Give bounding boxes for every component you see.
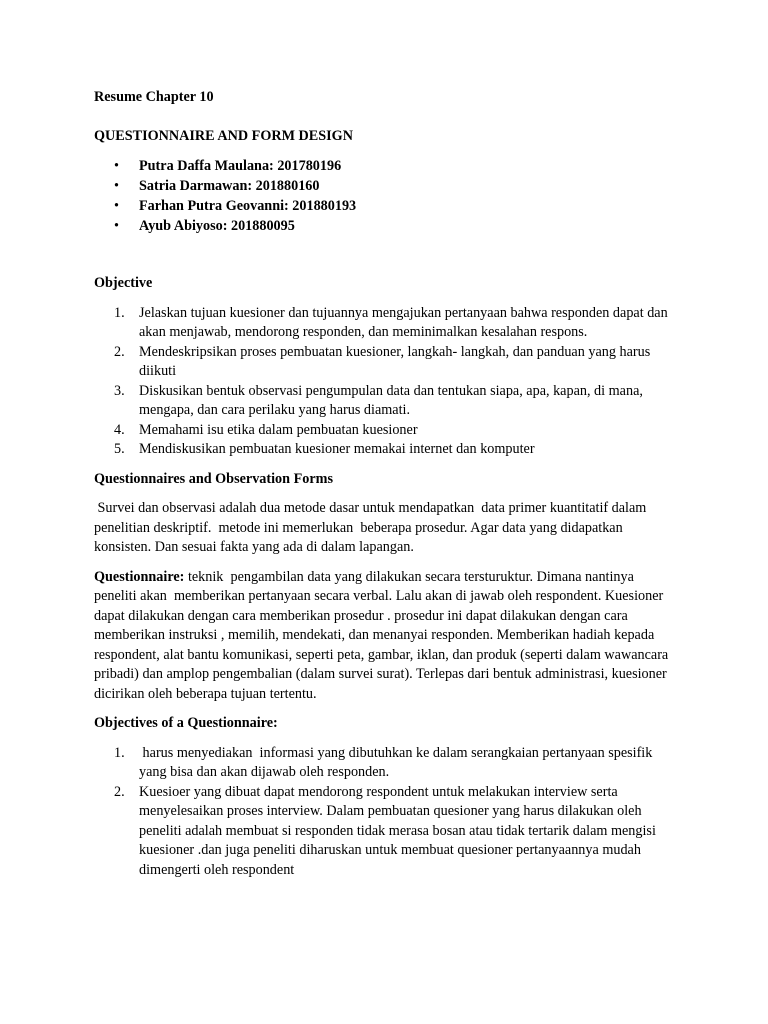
questionnaire-paragraph: [94, 568, 674, 705]
list-item: [94, 421, 674, 441]
list-item: [94, 440, 674, 460]
objective-list: [94, 304, 674, 460]
member-text: Satria Darmawan: 201880160: [139, 178, 320, 194]
bullet-icon: •: [114, 158, 119, 174]
list-item: [94, 343, 674, 382]
list-item: [94, 382, 674, 421]
chapter-title: QUESTIONNAIRE AND FORM DESIGN: [94, 127, 353, 144]
item-number: 2.: [114, 783, 125, 800]
list-item: [94, 156, 674, 176]
item-text: Memahami isu etika dalam pembuatan kuesioner: [139, 421, 418, 438]
list-item: [94, 196, 674, 216]
qof-heading: Questionnaires and Observation Forms: [94, 470, 333, 487]
member-list: [94, 156, 674, 236]
bullet-icon: •: [114, 198, 119, 214]
item-number: 1.: [114, 304, 125, 321]
objective-heading: Objective: [94, 275, 153, 291]
item-text: Kuesioer yang dibuat dapat mendorong respondent untuk melakukan interview serta menyelesaikan proses interview. Dalam pembuatan quesioner yang harus dilakukan oleh peneliti adalah membuat si responden tidak merasa bosan atau tidak tertarik dalam mengisi kuesioner .dan juga peneliti diharuskan untuk membuat quesioner pertanyaannya mudah dimengerti oleh respondent: [139, 783, 656, 878]
item-number: 1.: [114, 744, 125, 761]
document-content: [94, 88, 674, 880]
item-number: 3.: [114, 382, 125, 399]
bullet-icon: •: [114, 178, 119, 194]
item-text: Mendeskripsikan proses pembuatan kuesioner, langkah- langkah, dan panduan yang harus diikuti: [139, 343, 651, 379]
questionnaire-label: Questionnaire:: [94, 568, 185, 585]
qof-paragraph: Survei dan observasi adalah dua metode dasar untuk mendapatkan data primer kuantitatif dalam penelitian deskriptif. metode ini memerlukan beberapa prosedur. Agar data yang didapatkan konsisten. Dan sesuai fakta yang ada di dalam lapangan.: [94, 500, 650, 555]
resume-title: Resume Chapter 10: [94, 89, 214, 105]
list-item: [94, 216, 674, 236]
list-item: [94, 744, 674, 783]
item-text: Jelaskan tujuan kuesioner dan tujuannya mengajukan pertanyaan bahwa responden dapat dan akan menjawab, mendorong responden, dan meminimalkan kesalahan respons.: [139, 304, 668, 340]
list-item: [94, 304, 674, 343]
bullet-icon: •: [114, 218, 119, 234]
questionnaire-text: teknik pengambilan data yang dilakukan secara tersturuktur. Dimana nantinya peneliti akan memberikan pertanyaan secara verbal. Lalu akan di jawab oleh respondent. Kuesioner dapat dilakukan dengan cara memberikan prosedur . prosedur ini dapat dilakukan dengan cara memberikan instruksi , memilih, mendekati, dan menanyai responden. Memberikan hadiah kepada respondent, alat bantu komunikasi, seperti peta, gambar, iklan, dan produk (seperti dalam wawancara pribadi) dan amplop pengembalian (dalam survei surat). Terlepas dari bentuk administrasi, kuesioner dicirikan oleh beberapa tujuan tertentu.: [94, 568, 672, 702]
list-item: [94, 176, 674, 196]
item-number: 4.: [114, 421, 125, 438]
item-text: Mendiskusikan pembuatan kuesioner memakai internet dan komputer: [139, 441, 535, 457]
ooq-heading: Objectives of a Questionnaire:: [94, 715, 278, 731]
list-item: [94, 783, 674, 881]
ooq-list: [94, 744, 674, 881]
item-text: harus menyediakan informasi yang dibutuhkan ke dalam serangkaian pertanyaan spesifik yang bisa dan akan dijawab oleh responden.: [139, 744, 656, 780]
member-text: Putra Daffa Maulana: 201780196: [139, 158, 342, 174]
member-text: Farhan Putra Geovanni: 201880193: [139, 198, 357, 214]
item-number: 2.: [114, 343, 125, 360]
item-text: Diskusikan bentuk observasi pengumpulan data dan tentukan siapa, apa, kapan, di mana, mengapa, dan cara perilaku yang harus diamati.: [139, 382, 643, 418]
item-number: 5.: [114, 441, 125, 457]
member-text: Ayub Abiyoso: 201880095: [139, 218, 295, 234]
